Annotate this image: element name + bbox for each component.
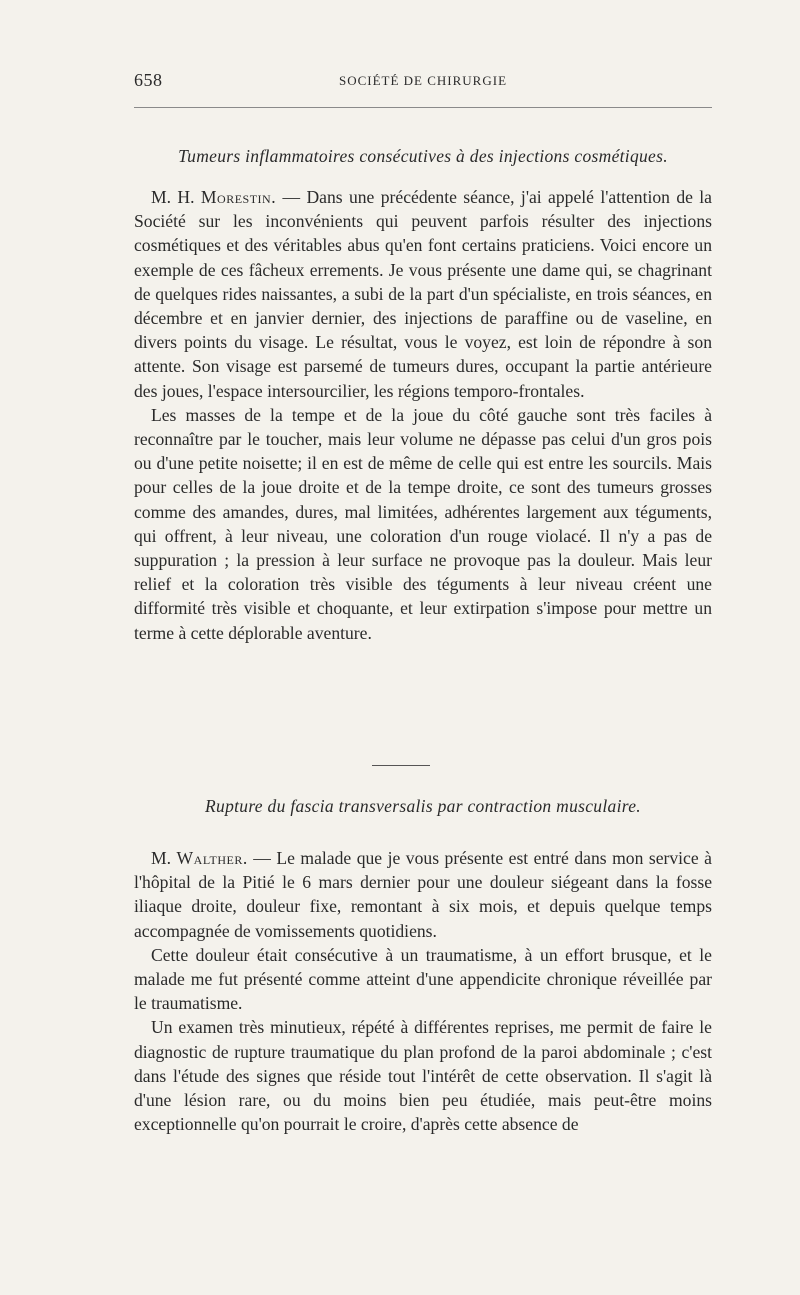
paragraph: Cette douleur était consécutive à un traumatisme, à un effort brusque, et le malade me fut présenté comme atteint d'une appendicite chronique réveillée par le traumatisme. xyxy=(134,944,712,1014)
section-title-rupture: Rupture du fascia transversalis par contraction musculaire. xyxy=(205,796,641,816)
paragraph: Un examen très minutieux, répété à différentes reprises, me permit de faire le diagnostic de rupture traumatique du plan profond de la paroi abdominale ; c'est dans l'étude des signes que réside tout l'intérêt de cette observation. Il s'agit là d'une lésion rare, ou du moins bien peu étudiée, mais peut-être moins exceptionnelle qu'on pourrait le croire, d'après cette absence de xyxy=(134,1017,712,1135)
page-header xyxy=(134,70,712,94)
speaker-name: Walther. xyxy=(176,848,248,868)
speaker-initials: M. H. xyxy=(151,187,195,207)
paragraph-text: — Le malade que je vous présente est entré dans mon service à l'hôpital de la Pitié le 6 mars dernier pour une douleur siégeant dans la fosse iliaque droite, douleur fixe, remontant à six mois, et depuis quelque temps accompagnée de vomissements quotidiens. xyxy=(134,848,712,941)
paragraph-text: — Dans une précédente séance, j'ai appelé l'attention de la Société sur les inconvénients qui peuvent parfois résulter des injections cosmétiques et des véritables abus qu'en font certains praticiens. Voici encore un exemple de ces fâcheux errements. Je vous présente une dame qui, se chagrinant de quelques rides naissantes, a subi de la part d'un spécialiste, en trois séances, en décembre et en janvier dernier, des injections de paraffine ou de vaseline, en divers points du visage. Le résultat, vous le voyez, est loin de répondre à son attente. Son visage est parsemé de tumeurs dures, occupant la partie antérieure des joues, l'espace intersourcilier, les régions temporo-frontales. xyxy=(134,187,712,401)
page-number: 658 xyxy=(134,70,163,90)
paragraph: Les masses de la tempe et de la joue du côté gauche sont très faciles à reconnaître par le toucher, mais leur volume ne dépasse pas celui d'un gros pois ou d'une petite noisette; il en est de même de celle qui est entre les sourcils. Mais pour celles de la joue droite et de la tempe droite, ce sont des tumeurs grosses comme des amandes, dures, mal limitées, adhérentes largement aux téguments, qui offrent, à leur niveau, une coloration d'un rouge violacé. Il n'y a pas de suppuration ; la pression à leur surface ne provoque pas la douleur. Mais leur relief et la coloration très visible des téguments à leur niveau créent une difformité très visible et choquante, et leur extirpation s'impose pour mettre un terme à cette déplorable aventure. xyxy=(134,404,712,643)
section-divider xyxy=(372,765,430,766)
paragraph xyxy=(134,846,712,943)
section-body-tumeurs xyxy=(134,185,712,645)
section-body-rupture xyxy=(134,846,712,1136)
section-title-tumeurs: Tumeurs inflammatoires consécutives à des injections cosmétiques. xyxy=(178,146,668,166)
speaker-initials: M. xyxy=(151,848,172,868)
header-rule xyxy=(134,107,712,108)
paragraph xyxy=(134,185,712,403)
speaker-name: Morestin. xyxy=(200,187,277,207)
running-head: SOCIÉTÉ DE CHIRURGIE xyxy=(338,73,508,88)
